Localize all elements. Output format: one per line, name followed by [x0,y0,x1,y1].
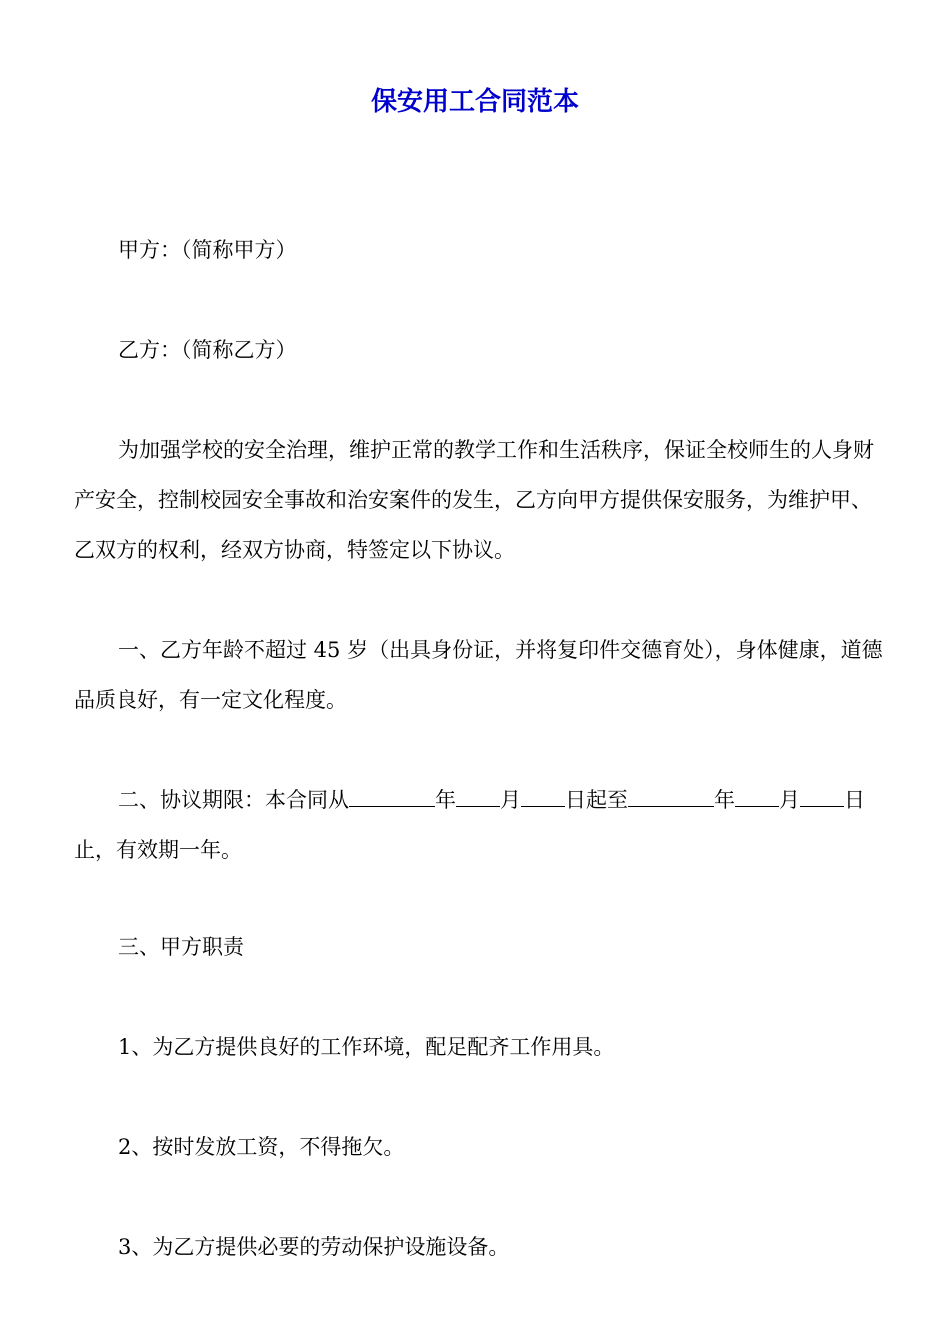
intro-paragraph: 为加强学校的安全治理，维护正常的教学工作和生活秩序，保证全校师生的人身财产安全，控制校园安全事故和治安案件的发生，乙方向甲方提供保安服务，为维护甲、乙双方的权利，经双方协商，特签定以下协议。 [74,438,874,562]
end-month-blank [735,783,779,807]
end-month-label: 月 [779,788,800,812]
end-day-blank [800,783,844,807]
start-day-label: 日起至 [565,788,628,812]
duty-2-line: 2、按时发放工资，不得拖欠。 [118,1135,405,1159]
start-month-label: 月 [500,788,521,812]
party-a-line: 甲方：（简称甲方） [118,238,297,262]
clause-2-prefix: 二、协议期限：本合同从 [118,788,349,812]
end-year-label: 年 [714,788,735,812]
party-b-line: 乙方：（简称乙方） [118,338,297,362]
clause-1-paragraph: 一、乙方年龄不超过 45 岁（出具身份证，并将复印件交德育处），身体健康，道德品质良好，有一定文化程度。 [74,638,883,712]
clause-3-heading: 三、甲方职责 [118,935,244,959]
clause-2-paragraph [74,775,884,875]
start-month-blank [456,783,500,807]
clause-2-suffix: 日止，有效期一年。 [74,788,865,862]
end-year-blank [628,783,714,807]
document-title: 保安用工合同范本 [370,87,579,117]
duty-3-line: 3、为乙方提供必要的劳动保护设施设备。 [118,1235,510,1259]
start-year-label: 年 [435,788,456,812]
start-year-blank [349,783,435,807]
duty-1-line: 1、为乙方提供良好的工作环境，配足配齐工作用具。 [118,1035,615,1059]
start-day-blank [521,783,565,807]
